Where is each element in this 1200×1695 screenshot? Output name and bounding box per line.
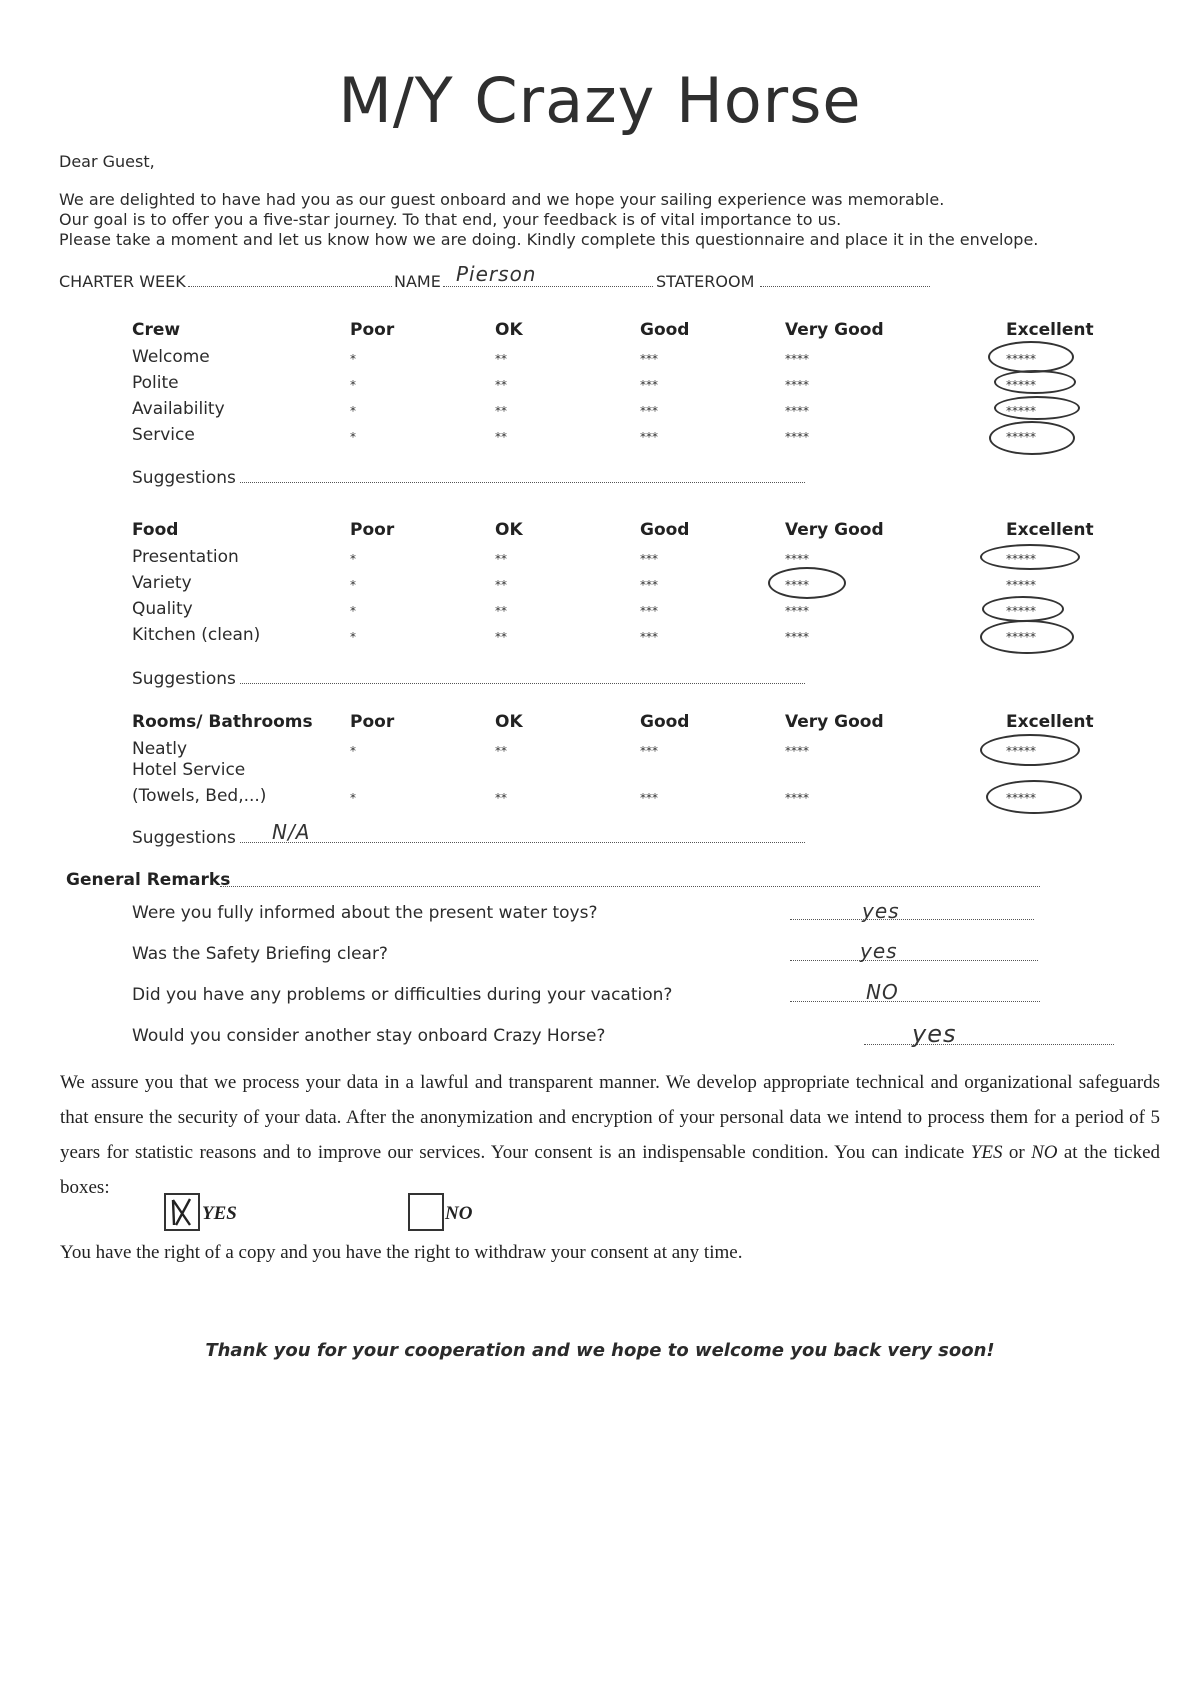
row-label: Welcome (132, 347, 210, 367)
selection-circle (768, 567, 846, 599)
answer-value: yes (860, 939, 898, 963)
selection-circle (994, 396, 1080, 420)
star-good[interactable]: *** (640, 744, 658, 758)
star-good[interactable]: *** (640, 430, 658, 444)
suggestions-field[interactable] (240, 482, 805, 483)
selection-circle (980, 734, 1080, 766)
star-ok[interactable]: ** (495, 352, 507, 366)
checkmark-x-icon (166, 1195, 198, 1229)
star-excellent[interactable]: ***** (1006, 578, 1036, 592)
star-excellent[interactable]: ***** (1006, 404, 1036, 418)
star-poor[interactable]: * (350, 378, 356, 392)
star-ok[interactable]: ** (495, 552, 507, 566)
consent-paragraph (60, 1065, 1160, 1205)
star-excellent[interactable]: ***** (1006, 552, 1036, 566)
star-ok[interactable]: ** (495, 791, 507, 805)
name-label: NAME (394, 272, 441, 291)
intro-line: Our goal is to offer you a five-star journey. To that end, your feedback is of vital importance to us. (59, 210, 842, 229)
suggestions-field[interactable] (240, 683, 805, 684)
answer-value: NO (866, 980, 899, 1004)
selection-circle (988, 341, 1074, 373)
general-remarks-title: General Remarks (66, 870, 231, 890)
star-good[interactable]: *** (640, 404, 658, 418)
row-label: Hotel Service (132, 760, 246, 780)
col-good: Good (640, 520, 690, 540)
star-excellent[interactable]: ***** (1006, 604, 1036, 618)
star-poor[interactable]: * (350, 744, 356, 758)
suggestions-label: Suggestions (132, 669, 236, 689)
selection-circle (980, 620, 1074, 654)
suggestions-value: N/A (272, 820, 311, 844)
consent-no-checkbox[interactable] (408, 1193, 444, 1231)
answer-field[interactable] (790, 1001, 1040, 1002)
star-ok[interactable]: ** (495, 404, 507, 418)
question: Would you consider another stay onboard Crazy Horse? (132, 1026, 606, 1046)
col-poor: Poor (350, 712, 395, 732)
question: Did you have any problems or difficulties during your vacation? (132, 985, 673, 1005)
star-very-good[interactable]: **** (785, 552, 809, 566)
star-ok[interactable]: ** (495, 430, 507, 444)
star-very-good[interactable]: **** (785, 744, 809, 758)
row-label: Availability (132, 399, 225, 419)
stateroom-field[interactable] (760, 286, 930, 287)
consent-or-word: or (1002, 1142, 1032, 1163)
row-label: Quality (132, 599, 193, 619)
suggestions-label: Suggestions (132, 468, 236, 488)
star-very-good[interactable]: **** (785, 630, 809, 644)
star-excellent[interactable]: ***** (1006, 744, 1036, 758)
col-ok: OK (495, 520, 523, 540)
row-label: Kitchen (clean) (132, 625, 261, 645)
star-very-good[interactable]: **** (785, 578, 809, 592)
section-title-rooms: Rooms/ Bathrooms (132, 712, 313, 732)
selection-circle (994, 370, 1076, 394)
row-label: Presentation (132, 547, 239, 567)
name-field[interactable] (443, 286, 653, 287)
thank-you-note: Thank you for your cooperation and we hope to welcome you back very soon! (205, 1340, 995, 1361)
col-very-good: Very Good (785, 520, 884, 540)
col-excellent: Excellent (1006, 320, 1094, 340)
stateroom-label: STATEROOM (656, 272, 755, 291)
col-ok: OK (495, 320, 523, 340)
rights-text: You have the right of a copy and you have the right to withdraw your consent at any time. (60, 1242, 743, 1263)
star-good[interactable]: *** (640, 352, 658, 366)
star-excellent[interactable]: ***** (1006, 791, 1036, 805)
star-ok[interactable]: ** (495, 630, 507, 644)
section-title-food: Food (132, 520, 179, 540)
star-poor[interactable]: * (350, 352, 356, 366)
row-label: Polite (132, 373, 179, 393)
star-good[interactable]: *** (640, 630, 658, 644)
selection-circle (989, 421, 1075, 455)
star-poor[interactable]: * (350, 791, 356, 805)
consent-yes-label: YES (202, 1203, 237, 1224)
suggestions-field[interactable] (240, 842, 805, 843)
answer-value: yes (862, 899, 900, 923)
selection-circle (986, 780, 1082, 814)
question: Was the Safety Briefing clear? (132, 944, 388, 964)
col-poor: Poor (350, 520, 395, 540)
star-good[interactable]: *** (640, 604, 658, 618)
star-poor[interactable]: * (350, 578, 356, 592)
section-title-crew: Crew (132, 320, 181, 340)
star-ok[interactable]: ** (495, 604, 507, 618)
consent-text-tail: at the ticked boxes: (60, 1142, 1161, 1198)
suggestions-label: Suggestions (132, 828, 236, 848)
col-excellent: Excellent (1006, 520, 1094, 540)
star-excellent[interactable]: ***** (1006, 630, 1036, 644)
star-poor[interactable]: * (350, 430, 356, 444)
star-poor[interactable]: * (350, 604, 356, 618)
answer-field[interactable] (790, 960, 1038, 961)
charter-week-label: CHARTER WEEK (59, 272, 186, 291)
star-excellent[interactable]: ***** (1006, 430, 1036, 444)
star-very-good[interactable]: **** (785, 352, 809, 366)
star-ok[interactable]: ** (495, 578, 507, 592)
answer-field[interactable] (790, 919, 1034, 920)
consent-text: We assure you that we process your data in a lawful and transparent manner. We develop appropriate technical and organizational safeguards that ensure the security of your data. After the anonymization and encryption of your personal data we intend to process them for a period of 5 years for statistic reasons and to improve our services. Your consent is an indispensable condition. You can indicate (60, 1072, 1160, 1163)
star-excellent[interactable]: ***** (1006, 378, 1036, 392)
greeting: Dear Guest, (59, 152, 155, 171)
row-label-detail: (Towels, Bed,...) (132, 786, 267, 806)
star-good[interactable]: *** (640, 791, 658, 805)
row-label: Variety (132, 573, 192, 593)
consent-yes-word: YES (970, 1142, 1003, 1163)
intro-line: We are delighted to have had you as our guest onboard and we hope your sailing experience was memorable. (59, 190, 945, 209)
col-very-good: Very Good (785, 712, 884, 732)
page-title: M/Y Crazy Horse (338, 64, 862, 137)
general-remarks-field[interactable] (220, 886, 1040, 887)
consent-no-word: NO (1031, 1142, 1058, 1163)
star-good[interactable]: *** (640, 552, 658, 566)
star-very-good[interactable]: **** (785, 791, 809, 805)
consent-no-label: NO (445, 1203, 473, 1224)
col-poor: Poor (350, 320, 395, 340)
star-excellent[interactable]: ***** (1006, 352, 1036, 366)
selection-circle (982, 596, 1064, 622)
star-poor[interactable]: * (350, 552, 356, 566)
selection-circle (980, 544, 1080, 570)
star-ok[interactable]: ** (495, 378, 507, 392)
name-value: Pierson (456, 262, 537, 286)
col-very-good: Very Good (785, 320, 884, 340)
col-good: Good (640, 712, 690, 732)
intro-line: Please take a moment and let us know how we are doing. Kindly complete this questionnaire and place it in the envelope. (59, 230, 1039, 249)
question: Were you fully informed about the present water toys? (132, 903, 598, 923)
star-very-good[interactable]: **** (785, 404, 809, 418)
row-label: Service (132, 425, 195, 445)
star-ok[interactable]: ** (495, 744, 507, 758)
col-excellent: Excellent (1006, 712, 1094, 732)
star-very-good[interactable]: **** (785, 378, 809, 392)
row-label: Neatly (132, 739, 188, 759)
star-poor[interactable]: * (350, 404, 356, 418)
star-good[interactable]: *** (640, 378, 658, 392)
col-ok: OK (495, 712, 523, 732)
charter-week-field[interactable] (188, 286, 392, 287)
answer-field[interactable] (864, 1044, 1114, 1045)
consent-yes-checkbox[interactable] (164, 1193, 200, 1231)
star-very-good[interactable]: **** (785, 604, 809, 618)
col-good: Good (640, 320, 690, 340)
answer-value: yes (912, 1020, 957, 1048)
star-poor[interactable]: * (350, 630, 356, 644)
star-very-good[interactable]: **** (785, 430, 809, 444)
star-good[interactable]: *** (640, 578, 658, 592)
